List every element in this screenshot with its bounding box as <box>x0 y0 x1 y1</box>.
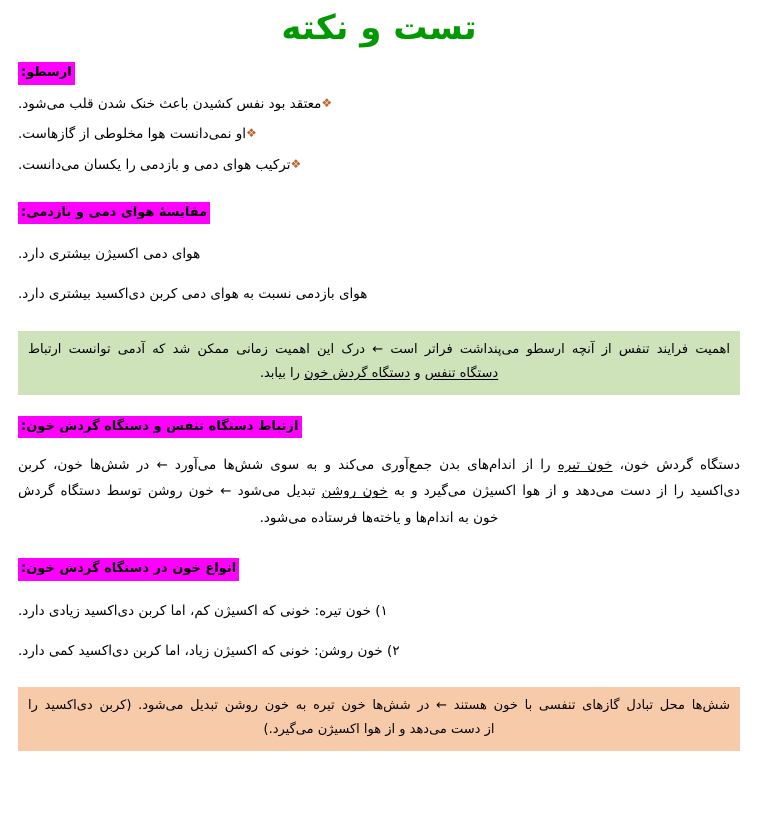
callout-green-line-1: اهمیت فرایند تنفس از آنچه ارسطو می‌پنداشت فراتر است ← درک این اهمیت زمانی ممکن شد که آدمی توانست ارتباط <box>28 341 730 357</box>
spacer <box>0 264 758 284</box>
spacer <box>0 224 758 244</box>
list-item-text: معتقد بود نفس کشیدن باعث خنک شدن قلب می‌شود. <box>18 95 322 112</box>
circulatory-link-line-1-b: را از اندام‌های بدن جمع‌آوری می‌کند و به سوی شش‌ها می‌آورد ← در شش‌ها خون، کربن <box>18 457 558 474</box>
circulatory-link-line-1 <box>18 452 740 478</box>
callout-green-conjunction: و <box>410 365 425 381</box>
list-item-text: او نمی‌دانست هوا مخلوطی از گازهاست. <box>18 126 247 143</box>
circulatory-link-body <box>0 452 758 531</box>
page-title: تست و نکته <box>281 8 477 48</box>
spacer <box>0 581 758 601</box>
spacer <box>0 531 758 557</box>
section-heading-air-comparison <box>0 201 758 225</box>
list-item <box>18 156 740 176</box>
spacer <box>0 438 758 452</box>
spacer <box>0 305 758 331</box>
callout-green-line-2 <box>28 362 730 386</box>
callout-orange-line-1: شش‌ها محل تبادل گازهای تنفسی با خون هستند ← در شش‌ها خون تیره به خون روشن تبدیل می‌شود. (کربن دی‌اکسید را <box>28 698 730 714</box>
callout-orange-line-2: از دست می‌دهد و از هوا اکسیژن می‌گیرد.) <box>263 722 495 738</box>
circulatory-link-line-1-a: دستگاه گردش خون، <box>612 457 740 474</box>
term-circulatory-system: دستگاه گردش خون <box>304 365 411 381</box>
circulatory-link-line-2-b: تبدیل می‌شود ← خون روشن توسط دستگاه گردش <box>18 483 322 500</box>
aristotle-bullet-list <box>0 95 758 176</box>
air-comparison-paragraph-2: هوای بازدمی نسبت به هوای دمی کربن دی‌اکسید بیشتری دارد. <box>18 286 368 303</box>
callout-green-line-2-suffix: را بیابد. <box>259 365 305 381</box>
term-respiratory-system: دستگاه تنفس <box>424 365 499 381</box>
circulatory-link-line-2-a: دی‌اکسید را از دست می‌دهد و از هوا اکسیژن می‌گیرد و به <box>387 483 741 500</box>
section-heading-blood-types <box>0 557 758 581</box>
document-page <box>0 10 758 815</box>
diamond-bullet-icon: ❖ <box>321 95 333 110</box>
diamond-bullet-icon: ❖ <box>246 126 257 141</box>
list-item <box>18 95 740 115</box>
list-item-text: ترکیب هوای دمی و بازدمی را یکسان می‌دانست. <box>18 157 291 174</box>
circulatory-link-line-2 <box>18 478 740 504</box>
blood-type-item-2: ۲) خون روشن: خونی که اکسیژن زیاد، اما کربن دی‌اکسید کمی دارد. <box>18 642 400 659</box>
term-dark-blood: خون تیره <box>557 457 613 474</box>
spacer <box>0 621 758 641</box>
heading-air-comparison-label: مقایسۀ هوای دمی و بازدمی: <box>18 202 210 225</box>
section-heading-circulatory-link <box>0 415 758 439</box>
spacer <box>0 661 758 687</box>
circulatory-link-line-3: خون به اندام‌ها و یاخته‌ها فرستاده می‌شود. <box>259 509 499 526</box>
diamond-bullet-icon: ❖ <box>290 157 302 172</box>
callout-orange-gas-exchange <box>18 687 740 751</box>
callout-green-importance <box>18 331 740 395</box>
spacer <box>0 187 758 201</box>
list-item <box>18 125 740 145</box>
heading-blood-types-label: انواع خون در دستگاه گردش خون: <box>18 558 239 581</box>
air-comparison-paragraph-1: هوای دمی اکسیژن بیشتری دارد. <box>18 246 201 263</box>
heading-aristotle-label: ارسطو: <box>18 62 75 85</box>
term-bright-blood: خون روشن <box>321 483 388 500</box>
heading-circulatory-link-label: ارتباط دستگاه تنفس و دستگاه گردش خون: <box>18 416 302 439</box>
blood-type-item-1: ۱) خون تیره: خونی که اکسیژن کم، اما کربن دی‌اکسید زیادی دارد. <box>18 602 388 619</box>
spacer <box>0 395 758 415</box>
section-heading-aristotle <box>0 61 758 85</box>
